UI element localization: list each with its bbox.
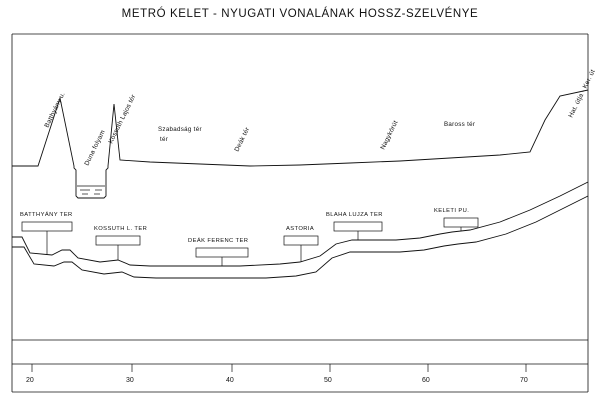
station-label: KOSSUTH L. TER [94,226,148,232]
tunnel-lower-alignment [12,196,588,278]
tunnel-upper-alignment [12,182,588,266]
station-label: KELETI PU. [434,208,470,214]
surface-label: Szabadság tér [158,126,202,133]
river-water-surface [77,186,105,194]
station-label: BATTHYÁNY TER [20,212,73,218]
station-label: DEÁK FERENC TER [188,238,249,244]
surface-label: Hat. útja - Ker. út [567,68,597,119]
surface-label: Nagykörút [379,119,400,151]
axis-number-group [26,377,528,384]
surface-label: Kossuth Lajos tér [107,93,138,145]
surface-label: Duna folyam [83,129,107,167]
axis-tick-label: 40 [226,377,234,384]
surface-label-group [44,69,597,167]
surface-label: Batthyány u. [43,91,67,129]
axis-tick-label: 20 [26,377,34,384]
station-label-group [20,208,469,244]
station-label: BLAHA LUJZA TER [326,212,383,218]
axis-tick-label: 30 [126,377,134,384]
station-shafts [47,227,461,266]
surface-label: Deák tér [233,126,252,153]
surface-label: Baross tér [444,121,476,128]
axis-tick-label: 60 [422,377,430,384]
station-label: ASTORIA [286,226,315,232]
drawing-frame [12,34,588,392]
surface-label-line2: tér [160,136,169,143]
axis-tick-label: 70 [520,377,528,384]
axis-ticks [32,364,526,372]
page-title: METRÓ KELET - NYUGATI VONALÁNAK HOSSZ-SZELVÉNYE [121,8,479,20]
axis-tick-label: 50 [324,377,332,384]
